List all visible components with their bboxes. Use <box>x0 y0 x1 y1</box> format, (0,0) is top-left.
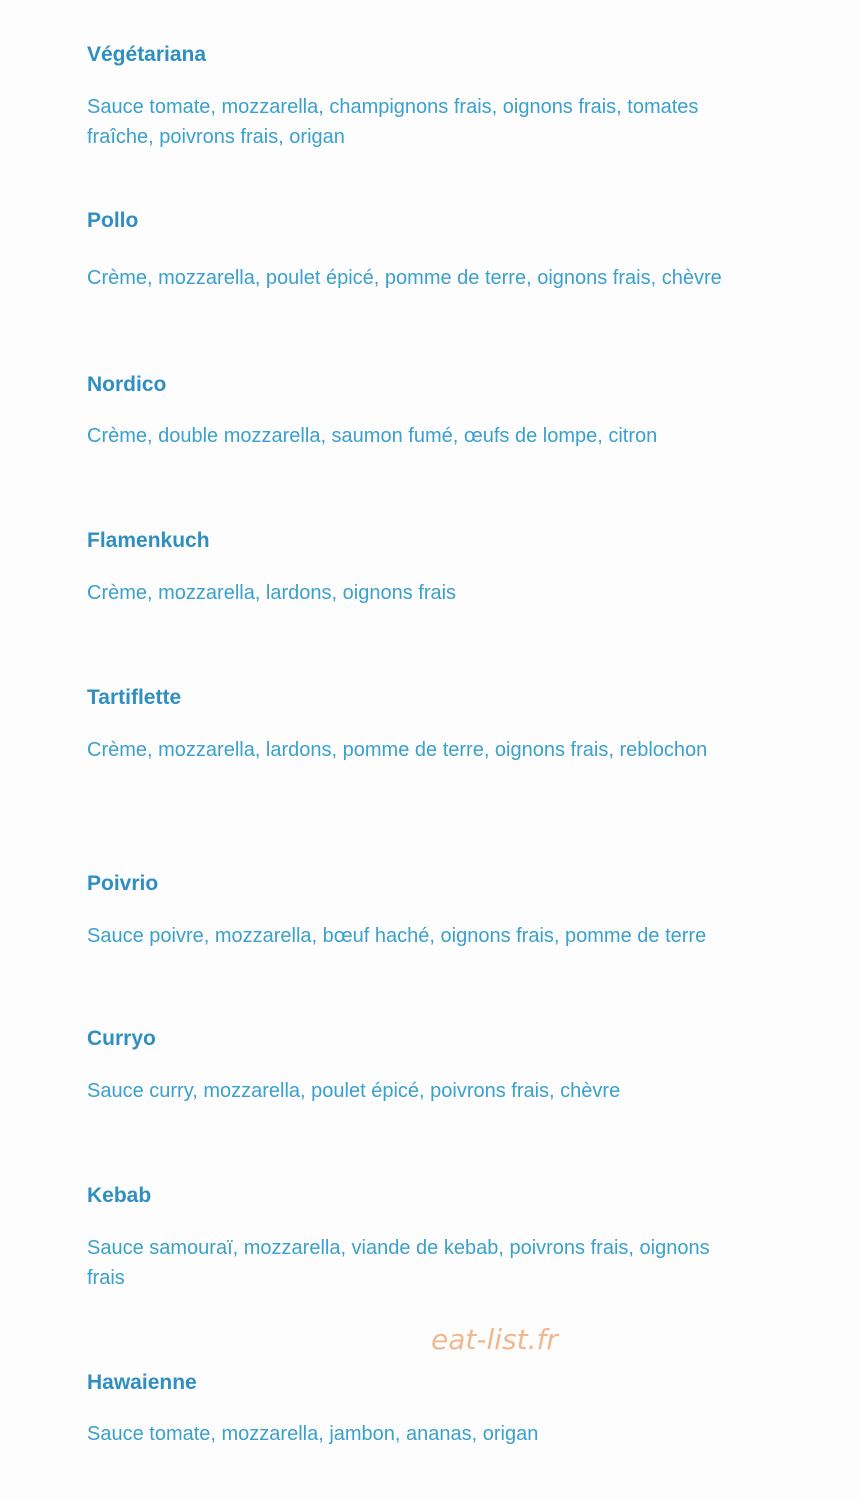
menu-item-description: Sauce tomate, mozzarella, jambon, ananas, origan <box>87 1423 539 1445</box>
menu-item-description: Crème, double mozzarella, saumon fumé, œufs de lompe, citron <box>87 425 658 447</box>
menu-item-curryo <box>87 1026 727 1102</box>
menu-item-vegetariana <box>87 42 727 148</box>
menu-item-description: Crème, mozzarella, poulet épicé, pomme de terre, oignons frais, chèvre <box>87 267 722 289</box>
menu-item-nordico <box>87 372 727 447</box>
menu-item-tartiflette <box>87 685 727 761</box>
menu-item-name: Pollo <box>87 209 139 232</box>
menu-item-poivrio <box>87 871 727 947</box>
watermark: eat-list.fr <box>431 1323 558 1356</box>
menu-item-description: Sauce tomate, mozzarella, champignons frais, oignons frais, tomates fraîche, poivrons frais, origan <box>87 96 699 148</box>
menu-item-description: Crème, mozzarella, lardons, pomme de terre, oignons frais, reblochon <box>87 739 708 761</box>
menu-item-name: Poivrio <box>87 872 159 895</box>
menu-item-hawaienne <box>87 1370 727 1445</box>
menu-item-flamenkuch <box>87 528 727 604</box>
menu-item-name: Végétariana <box>87 43 207 66</box>
menu-item-description: Sauce curry, mozzarella, poulet épicé, poivrons frais, chèvre <box>87 1080 621 1102</box>
menu-item-description: Sauce poivre, mozzarella, bœuf haché, oignons frais, pomme de terre <box>87 925 707 947</box>
menu-item-name: Tartiflette <box>87 686 182 709</box>
menu-item-pollo <box>87 208 727 289</box>
menu-item-name: Kebab <box>87 1184 152 1207</box>
menu-item-name: Nordico <box>87 373 167 396</box>
menu-item-description: Crème, mozzarella, lardons, oignons frais <box>87 582 457 604</box>
menu-item-name: Flamenkuch <box>87 529 210 552</box>
menu-item-name: Curryo <box>87 1027 156 1050</box>
menu-item-name: Hawaienne <box>87 1371 197 1394</box>
menu-item-description: Sauce samouraï, mozzarella, viande de kebab, poivrons frais, oignons frais <box>87 1237 710 1289</box>
menu-item-kebab <box>87 1183 727 1289</box>
